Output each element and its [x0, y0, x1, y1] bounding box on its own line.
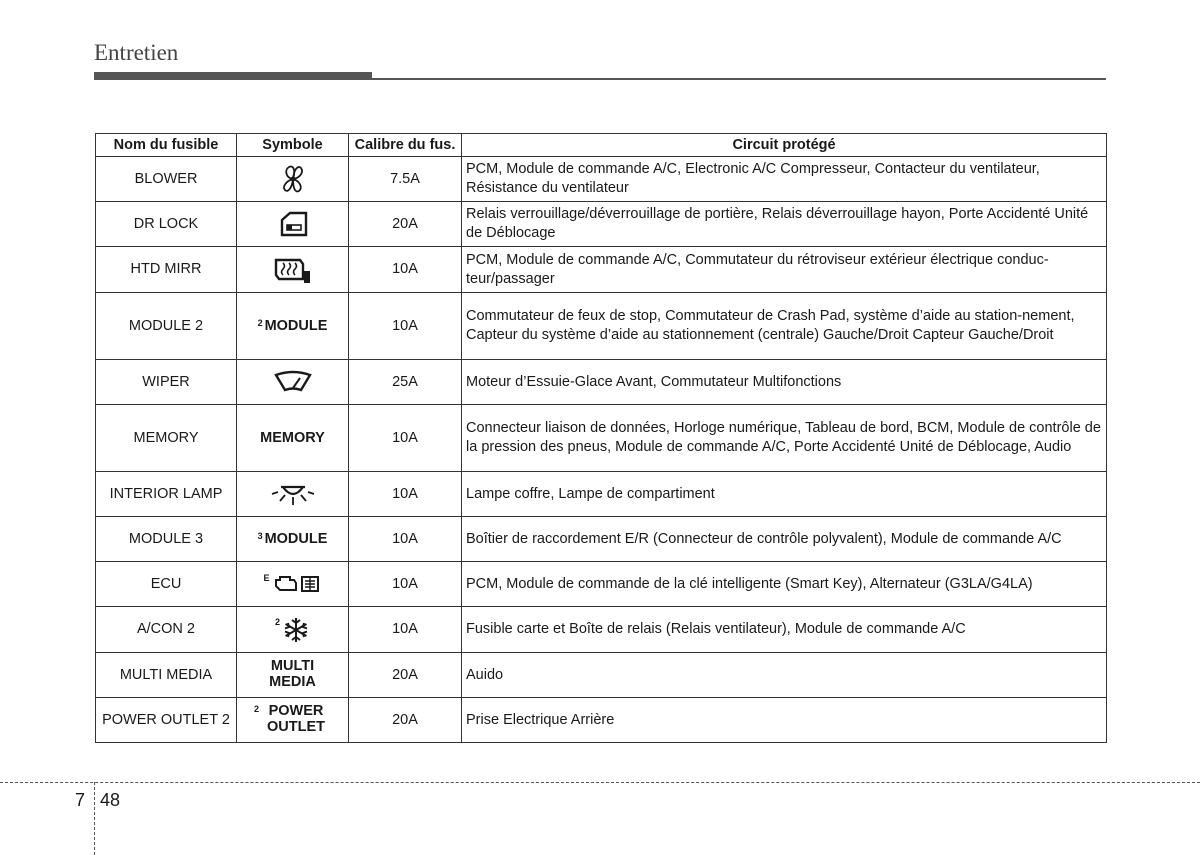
- door-lock-icon: [276, 216, 310, 232]
- table-row: [96, 517, 1107, 562]
- table-row: [96, 360, 1107, 405]
- table-row: [96, 562, 1107, 607]
- protected-circuit-cell: PCM, Module de commande de la clé intelligente (Smart Key), Alternateur (G3LA/G4LA): [462, 562, 1107, 607]
- fuse-name-cell: BLOWER: [96, 157, 237, 202]
- fuse-name-cell: MEMORY: [96, 405, 237, 472]
- heated-mirror-icon: [273, 261, 313, 277]
- fuse-symbol-cell: [237, 653, 349, 698]
- fuse-rating-cell: 10A: [349, 562, 462, 607]
- table-row: [96, 698, 1107, 743]
- fuse-symbol-cell: [237, 607, 349, 653]
- protected-circuit-cell: Boîtier de raccordement E/R (Connecteur de contrôle polyvalent), Module de commande A/C: [462, 517, 1107, 562]
- fuse-rating-cell: 10A: [349, 293, 462, 360]
- symbol-label: POWER OUTLET: [267, 703, 325, 735]
- column-header-circuit: Circuit protégé: [462, 134, 1107, 157]
- fuse-rating-cell: 10A: [349, 517, 462, 562]
- interior-lamp-icon: [271, 486, 315, 502]
- fuse-name-cell: MODULE 3: [96, 517, 237, 562]
- fuse-rating-cell: 10A: [349, 247, 462, 293]
- fuse-symbol-cell: [237, 293, 349, 360]
- fuse-name-cell: WIPER: [96, 360, 237, 405]
- fuse-symbol-cell: [237, 360, 349, 405]
- table-row: [96, 405, 1107, 472]
- fuse-symbol-cell: [237, 472, 349, 517]
- symbol-superscript: E: [263, 573, 270, 583]
- protected-circuit-cell: Moteur d’Essuie-Glace Avant, Commutateur Multifonctions: [462, 360, 1107, 405]
- fuse-rating-cell: 25A: [349, 360, 462, 405]
- fuse-rating-cell: 10A: [349, 472, 462, 517]
- fuse-rating-cell: 20A: [349, 202, 462, 247]
- header-rule-thin: [372, 78, 1106, 80]
- table-row: [96, 157, 1107, 202]
- fuse-name-cell: POWER OUTLET 2: [96, 698, 237, 743]
- fuse-name-cell: ECU: [96, 562, 237, 607]
- fan-icon: [276, 171, 310, 187]
- wiper-icon: [273, 374, 313, 390]
- ac-snowflake-icon: [282, 621, 310, 637]
- column-header-rating: Calibre du fus.: [349, 134, 462, 157]
- symbol-superscript: 3: [257, 530, 263, 541]
- fuse-symbol-cell: [237, 202, 349, 247]
- engine-ecu-icon: [272, 576, 322, 592]
- protected-circuit-cell: Connecteur liaison de données, Horloge numérique, Tableau de bord, BCM, Module de contrôle de la pression des pneus, Module de commande A/C, Porte Accidenté Unité de Déblocage, Audio: [462, 405, 1107, 472]
- fuse-name-cell: A/CON 2: [96, 607, 237, 653]
- protected-circuit-cell: Fusible carte et Boîte de relais (Relais ventilateur), Module de commande A/C: [462, 607, 1107, 653]
- fuse-rating-cell: 10A: [349, 607, 462, 653]
- protected-circuit-cell: PCM, Module de commande A/C, Commutateur du rétroviseur extérieur électrique conduc-teur/passager: [462, 247, 1107, 293]
- chapter-number: 7: [75, 790, 86, 810]
- footer-dashed-rule: [0, 782, 1200, 783]
- fuse-symbol-cell: [237, 562, 349, 607]
- protected-circuit-cell: Auido: [462, 653, 1107, 698]
- symbol-superscript: 2: [253, 704, 259, 714]
- protected-circuit-cell: PCM, Module de commande A/C, Electronic A/C Compresseur, Contacteur du ventilateur, Résistance du ventilateur: [462, 157, 1107, 202]
- symbol-label: MEMORY: [260, 429, 325, 446]
- fuse-rating-cell: 10A: [349, 405, 462, 472]
- fuse-name-cell: MULTI MEDIA: [96, 653, 237, 698]
- symbol-label: MODULE: [264, 530, 328, 547]
- fuse-rating-cell: 7.5A: [349, 157, 462, 202]
- fuse-table: [95, 133, 1107, 743]
- protected-circuit-cell: Commutateur de feux de stop, Commutateur de Crash Pad, système d’aide au station-nement, Capteur du système d’aide au stationnement (centrale) Gauche/Droit Capteur Gauche/Droit: [462, 293, 1107, 360]
- fuse-symbol-cell: [237, 517, 349, 562]
- table-header-row: [96, 134, 1107, 157]
- protected-circuit-cell: Relais verrouillage/déverrouillage de portière, Relais déverrouillage hayon, Porte Accidenté Unité de Déblocage: [462, 202, 1107, 247]
- table-row: [96, 247, 1107, 293]
- table-row: [96, 472, 1107, 517]
- fuse-name-cell: DR LOCK: [96, 202, 237, 247]
- fuse-symbol-cell: [237, 405, 349, 472]
- fuse-symbol-cell: [237, 698, 349, 743]
- protected-circuit-cell: Prise Electrique Arrière: [462, 698, 1107, 743]
- fuse-name-cell: MODULE 2: [96, 293, 237, 360]
- fuse-rating-cell: 20A: [349, 698, 462, 743]
- table-row: [96, 202, 1107, 247]
- symbol-label: MODULE: [264, 317, 328, 334]
- page-header: Entretien: [94, 40, 179, 65]
- header-rule-thick: [94, 72, 372, 80]
- symbol-superscript: 2: [257, 317, 263, 328]
- symbol-label: MULTI MEDIA: [269, 658, 316, 690]
- fuse-name-cell: INTERIOR LAMP: [96, 472, 237, 517]
- page-number: 48: [100, 790, 121, 810]
- fuse-symbol-cell: [237, 247, 349, 293]
- fuse-name-cell: HTD MIRR: [96, 247, 237, 293]
- fuse-symbol-cell: [237, 157, 349, 202]
- protected-circuit-cell: Lampe coffre, Lampe de compartiment: [462, 472, 1107, 517]
- fuse-rating-cell: 20A: [349, 653, 462, 698]
- symbol-superscript: 2: [274, 616, 280, 627]
- table-row: [96, 653, 1107, 698]
- table-row: [96, 293, 1107, 360]
- footer-vertical-dashed-rule: [94, 782, 95, 855]
- table-row: [96, 607, 1107, 653]
- column-header-symbol: Symbole: [237, 134, 349, 157]
- column-header-name: Nom du fusible: [96, 134, 237, 157]
